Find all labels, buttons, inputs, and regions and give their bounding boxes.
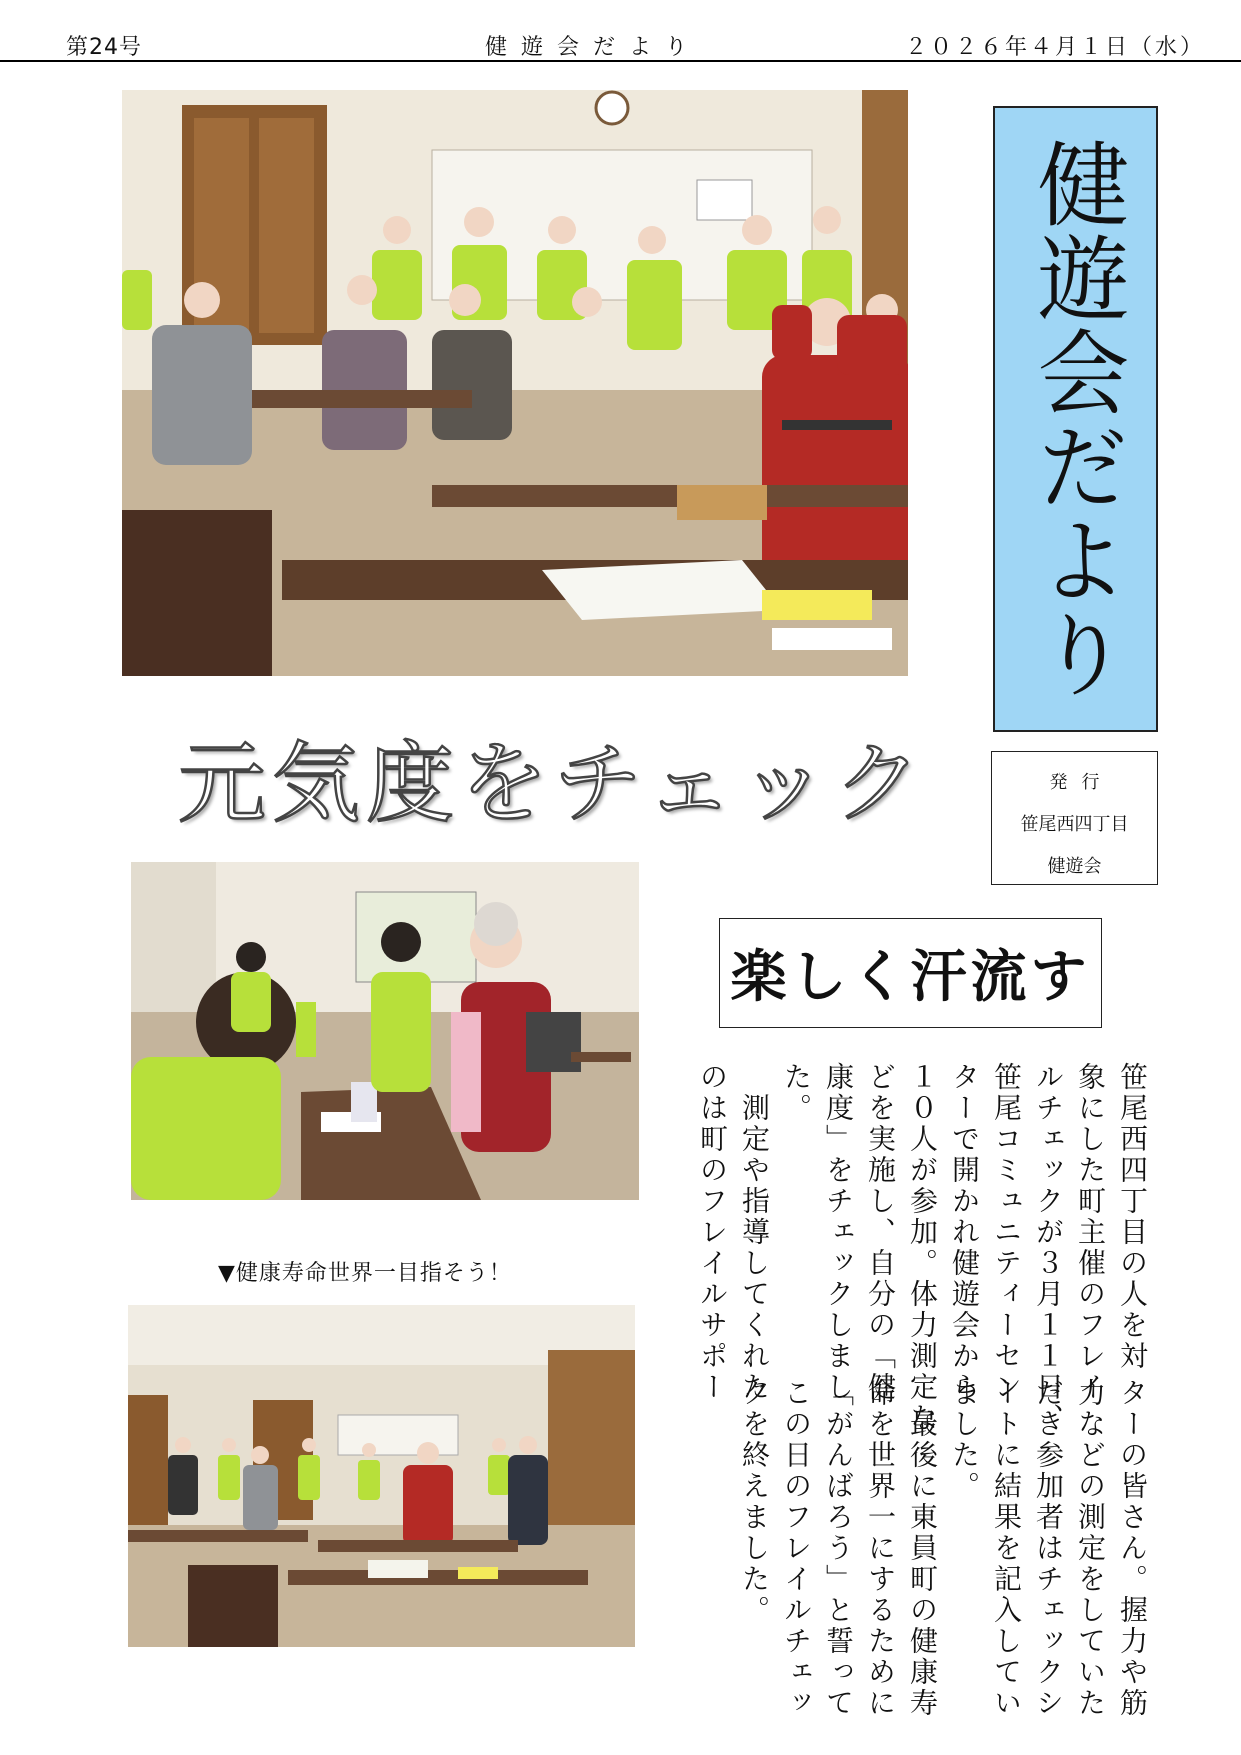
article-line: 「がんばろう」と誓って: [822, 1378, 855, 1719]
article-line: ルチェックが３月１１日、: [1032, 1062, 1065, 1434]
group-exercise-photo: [122, 90, 908, 676]
subheading: 楽しく汗流す: [730, 945, 1091, 1010]
article-line: クを終えました。: [738, 1378, 771, 1626]
photo-caption: ▼健康寿命世界一目指そう！: [218, 1261, 512, 1286]
publisher-org-line1: 笹尾西四丁目: [1020, 814, 1129, 835]
subheading-box: [719, 918, 1102, 1028]
header-title: 健遊会だより: [485, 35, 702, 60]
article-line: 笹尾コミュニティーセン: [990, 1062, 1023, 1403]
publisher-org-line2: 健遊会: [1047, 856, 1102, 877]
article-line: のは町のフレイルサポー: [696, 1062, 729, 1403]
article-line: １０人が参加。体力測定な: [906, 1062, 939, 1434]
grip-strength-photo: [131, 862, 639, 1200]
masthead-banner: [993, 106, 1158, 732]
article-line: 康度」をチェックしまし: [822, 1062, 855, 1403]
headline: 元気度をチェック: [178, 732, 928, 835]
header-divider: [0, 60, 1241, 62]
publisher-box: [991, 751, 1158, 885]
article-line: 最後に東員町の健康寿: [906, 1378, 939, 1719]
article-line: た。: [780, 1062, 813, 1124]
article-line: 力などの測定をしていた: [1074, 1378, 1107, 1719]
article-line: ターの皆さん。握力や筋: [1116, 1378, 1149, 1719]
group-exercise-wide-photo: [128, 1305, 635, 1647]
article-line: 命を世界一にするために: [864, 1378, 897, 1719]
article-line: 笹尾西四丁目の人を対: [1116, 1062, 1149, 1372]
article-line: 測定や指導してくれた: [738, 1062, 771, 1403]
publisher-label: 発行: [1049, 772, 1114, 793]
article-line: 象にした町主催のフレイ: [1074, 1062, 1107, 1403]
article-line: ターで開かれ健遊会から: [948, 1062, 981, 1403]
article-line: この日のフレイルチェッ: [780, 1378, 813, 1719]
article-line: どを実施し、自分の「健: [864, 1062, 897, 1403]
article-line: ートに結果を記入してい: [990, 1378, 1023, 1719]
issue-number: 第24号: [66, 35, 142, 60]
issue-date: ２０２６年４月１日（水）: [905, 35, 1206, 60]
article-line: ました。: [948, 1378, 981, 1502]
article-lower-block: [733, 1378, 1153, 1719]
masthead-title: 健遊会だより: [1022, 137, 1130, 701]
article-line: だき参加者はチェックシ: [1032, 1378, 1065, 1719]
